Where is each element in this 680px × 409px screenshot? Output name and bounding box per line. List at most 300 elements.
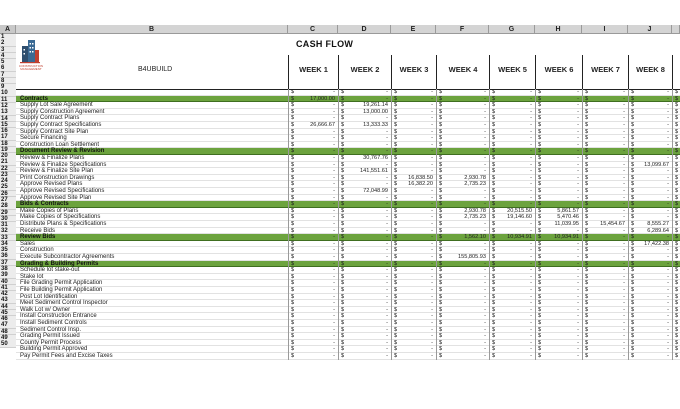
amount-cell[interactable]: [391, 340, 436, 347]
amount-cell[interactable]: [288, 148, 338, 155]
row-number[interactable]: 5: [0, 59, 16, 66]
amount-cell[interactable]: [672, 155, 680, 162]
amount-cell[interactable]: [582, 115, 628, 122]
row-number[interactable]: 45: [0, 310, 16, 317]
amount-cell[interactable]: [672, 122, 680, 129]
amount-cell[interactable]: [338, 122, 391, 129]
amount-cell[interactable]: [672, 129, 680, 136]
amount-cell[interactable]: [338, 313, 391, 320]
row-number[interactable]: 38: [0, 266, 16, 273]
amount-cell[interactable]: [391, 267, 436, 274]
amount-cell[interactable]: [489, 333, 535, 340]
amount-cell[interactable]: [338, 96, 391, 103]
amount-cell[interactable]: [489, 294, 535, 301]
row-number[interactable]: 18: [0, 141, 16, 148]
task-label[interactable]: File Grading Permit Application: [20, 280, 103, 287]
amount-cell[interactable]: [628, 346, 672, 353]
amount-cell[interactable]: [338, 115, 391, 122]
amount-cell[interactable]: [535, 188, 582, 195]
task-label[interactable]: Distribute Plans & Specifications: [20, 221, 107, 227]
amount-cell[interactable]: [436, 142, 489, 149]
amount-cell[interactable]: [489, 181, 535, 188]
amount-cell[interactable]: [489, 241, 535, 248]
row-number[interactable]: 33: [0, 235, 16, 242]
amount-cell[interactable]: [582, 162, 628, 169]
amount-cell[interactable]: [582, 155, 628, 162]
amount-cell[interactable]: [436, 254, 489, 261]
amount-cell[interactable]: [436, 181, 489, 188]
row-number[interactable]: 44: [0, 304, 16, 311]
amount-cell[interactable]: [535, 313, 582, 320]
amount-cell[interactable]: [391, 168, 436, 175]
amount-cell[interactable]: [582, 214, 628, 221]
amount-cell[interactable]: [672, 162, 680, 169]
amount-cell[interactable]: [628, 89, 672, 96]
amount-cell[interactable]: [582, 313, 628, 320]
row-number[interactable]: 50: [0, 341, 16, 348]
amount-cell[interactable]: [436, 208, 489, 215]
amount-cell[interactable]: [288, 175, 338, 182]
amount-cell[interactable]: [582, 261, 628, 268]
task-label[interactable]: Make Copies of Plans: [20, 207, 79, 214]
amount-cell[interactable]: [338, 148, 391, 155]
amount-cell[interactable]: [582, 135, 628, 142]
amount-cell[interactable]: [628, 175, 672, 182]
amount-cell[interactable]: [582, 195, 628, 202]
amount-cell[interactable]: [436, 287, 489, 294]
amount-cell[interactable]: [391, 307, 436, 314]
amount-cell[interactable]: [338, 247, 391, 254]
amount-cell[interactable]: [628, 109, 672, 116]
amount-cell[interactable]: [338, 320, 391, 327]
task-label[interactable]: Sediment Control Insp.: [20, 326, 82, 333]
amount-cell[interactable]: [489, 313, 535, 320]
amount-cell[interactable]: [436, 340, 489, 347]
amount-cell[interactable]: [338, 175, 391, 182]
amount-cell[interactable]: [489, 327, 535, 334]
amount-cell[interactable]: [582, 353, 628, 360]
amount-cell[interactable]: [672, 346, 680, 353]
amount-cell[interactable]: [582, 129, 628, 136]
amount-cell[interactable]: [436, 234, 489, 241]
section-label[interactable]: Grading & Building Permits: [20, 260, 99, 267]
amount-cell[interactable]: [535, 254, 582, 261]
amount-cell[interactable]: [288, 201, 338, 208]
amount-cell[interactable]: [628, 135, 672, 142]
row-number[interactable]: 10: [0, 90, 16, 97]
amount-cell[interactable]: [391, 115, 436, 122]
amount-cell[interactable]: [338, 89, 391, 96]
amount-cell[interactable]: [288, 320, 338, 327]
amount-cell[interactable]: [628, 195, 672, 202]
amount-cell[interactable]: [338, 280, 391, 287]
task-label[interactable]: Review & Finalize Site Plan: [20, 168, 94, 175]
amount-cell[interactable]: [582, 247, 628, 254]
amount-cell[interactable]: [489, 208, 535, 215]
row-number[interactable]: 43: [0, 297, 16, 304]
amount-cell[interactable]: [672, 241, 680, 248]
amount-cell[interactable]: [628, 148, 672, 155]
amount-cell[interactable]: [288, 214, 338, 221]
amount-cell[interactable]: [391, 280, 436, 287]
column-header-g[interactable]: G: [489, 25, 535, 34]
amount-cell[interactable]: [672, 135, 680, 142]
amount-cell[interactable]: [628, 247, 672, 254]
amount-cell[interactable]: [436, 267, 489, 274]
row-number[interactable]: 22: [0, 166, 16, 173]
amount-cell[interactable]: [391, 214, 436, 221]
amount-cell[interactable]: [288, 122, 338, 129]
amount-cell[interactable]: [338, 300, 391, 307]
amount-cell[interactable]: [391, 201, 436, 208]
task-label[interactable]: Supply Contract Site Plan: [20, 128, 89, 135]
amount-cell[interactable]: [338, 294, 391, 301]
row-number[interactable]: 13: [0, 109, 16, 116]
section-label[interactable]: Document Review & Revision: [20, 148, 105, 155]
amount-cell[interactable]: [672, 280, 680, 287]
task-label[interactable]: Print Construction Drawings: [20, 174, 95, 181]
amount-cell[interactable]: [672, 353, 680, 360]
task-label[interactable]: Schedule lot stake-out: [20, 267, 80, 274]
amount-cell[interactable]: [391, 181, 436, 188]
amount-cell[interactable]: [436, 228, 489, 235]
amount-cell[interactable]: [672, 287, 680, 294]
row-number[interactable]: 26: [0, 191, 16, 198]
amount-cell[interactable]: [672, 327, 680, 334]
amount-cell[interactable]: [489, 261, 535, 268]
amount-cell[interactable]: [338, 109, 391, 116]
amount-cell[interactable]: [628, 201, 672, 208]
task-label[interactable]: Walk Lot w/ Owner: [20, 306, 71, 313]
amount-cell[interactable]: [338, 228, 391, 235]
amount-cell[interactable]: [288, 208, 338, 215]
task-label[interactable]: Post Lot Identification: [20, 293, 78, 300]
amount-cell[interactable]: [628, 122, 672, 129]
amount-cell[interactable]: [288, 261, 338, 268]
amount-cell[interactable]: [436, 195, 489, 202]
amount-cell[interactable]: [391, 254, 436, 261]
column-header-c[interactable]: C: [288, 25, 338, 34]
amount-cell[interactable]: [535, 353, 582, 360]
amount-cell[interactable]: [489, 102, 535, 109]
amount-cell[interactable]: [288, 267, 338, 274]
amount-cell[interactable]: [535, 320, 582, 327]
amount-cell[interactable]: [672, 221, 680, 228]
amount-cell[interactable]: [436, 188, 489, 195]
amount-cell[interactable]: [582, 234, 628, 241]
amount-cell[interactable]: [628, 267, 672, 274]
row-number[interactable]: 8: [0, 78, 16, 85]
amount-cell[interactable]: [628, 307, 672, 314]
amount-cell[interactable]: [535, 267, 582, 274]
amount-cell[interactable]: [489, 221, 535, 228]
row-number[interactable]: 27: [0, 197, 16, 204]
amount-cell[interactable]: [628, 333, 672, 340]
amount-cell[interactable]: [338, 188, 391, 195]
amount-cell[interactable]: [672, 320, 680, 327]
amount-cell[interactable]: [535, 300, 582, 307]
amount-cell[interactable]: [672, 254, 680, 261]
amount-cell[interactable]: [672, 228, 680, 235]
amount-cell[interactable]: [535, 129, 582, 136]
amount-cell[interactable]: [288, 234, 338, 241]
amount-cell[interactable]: [628, 188, 672, 195]
row-number[interactable]: 4: [0, 53, 16, 60]
row-number[interactable]: 9: [0, 84, 16, 91]
amount-cell[interactable]: [436, 155, 489, 162]
amount-cell[interactable]: [436, 307, 489, 314]
amount-cell[interactable]: [628, 129, 672, 136]
row-number[interactable]: 11: [0, 97, 16, 104]
amount-cell[interactable]: [436, 201, 489, 208]
amount-cell[interactable]: [391, 89, 436, 96]
amount-cell[interactable]: [489, 320, 535, 327]
amount-cell[interactable]: [489, 122, 535, 129]
amount-cell[interactable]: [391, 129, 436, 136]
amount-cell[interactable]: [391, 287, 436, 294]
amount-cell[interactable]: [391, 148, 436, 155]
amount-cell[interactable]: [436, 162, 489, 169]
amount-cell[interactable]: [628, 261, 672, 268]
row-number[interactable]: 7: [0, 72, 16, 79]
amount-cell[interactable]: [338, 102, 391, 109]
amount-cell[interactable]: [628, 254, 672, 261]
amount-cell[interactable]: [436, 247, 489, 254]
amount-cell[interactable]: [582, 221, 628, 228]
amount-cell[interactable]: [436, 320, 489, 327]
amount-cell[interactable]: [391, 346, 436, 353]
amount-cell[interactable]: [535, 155, 582, 162]
amount-cell[interactable]: [672, 188, 680, 195]
amount-cell[interactable]: [628, 208, 672, 215]
row-number[interactable]: 37: [0, 260, 16, 267]
section-label[interactable]: Bids & Contracts: [20, 201, 69, 208]
row-number[interactable]: 17: [0, 134, 16, 141]
amount-cell[interactable]: [672, 96, 680, 103]
amount-cell[interactable]: [672, 201, 680, 208]
amount-cell[interactable]: [338, 346, 391, 353]
amount-cell[interactable]: [288, 142, 338, 149]
amount-cell[interactable]: [489, 175, 535, 182]
amount-cell[interactable]: [288, 89, 338, 96]
column-header-i[interactable]: I: [582, 25, 628, 34]
amount-cell[interactable]: [391, 300, 436, 307]
amount-cell[interactable]: [535, 96, 582, 103]
task-label[interactable]: Review & Finalize Specifications: [20, 161, 107, 168]
amount-cell[interactable]: [489, 155, 535, 162]
amount-cell[interactable]: [582, 89, 628, 96]
amount-cell[interactable]: [391, 261, 436, 268]
amount-cell[interactable]: [489, 109, 535, 116]
amount-cell[interactable]: [489, 188, 535, 195]
amount-cell[interactable]: [489, 162, 535, 169]
amount-cell[interactable]: [672, 181, 680, 188]
amount-cell[interactable]: [582, 109, 628, 116]
amount-cell[interactable]: [436, 300, 489, 307]
amount-cell[interactable]: [628, 313, 672, 320]
row-number[interactable]: 30: [0, 216, 16, 223]
amount-cell[interactable]: [288, 188, 338, 195]
amount-cell[interactable]: [672, 115, 680, 122]
task-label[interactable]: Construction Loan Settlement: [20, 141, 100, 148]
amount-cell[interactable]: [489, 148, 535, 155]
row-number[interactable]: 2: [0, 40, 16, 47]
row-number[interactable]: 49: [0, 335, 16, 342]
amount-cell[interactable]: [338, 195, 391, 202]
row-number[interactable]: 35: [0, 247, 16, 254]
amount-cell[interactable]: [338, 287, 391, 294]
amount-cell[interactable]: [535, 327, 582, 334]
column-header-e[interactable]: E: [391, 25, 436, 34]
amount-cell[interactable]: [338, 267, 391, 274]
amount-cell[interactable]: [489, 307, 535, 314]
amount-cell[interactable]: [436, 353, 489, 360]
amount-cell[interactable]: [338, 214, 391, 221]
column-header-k[interactable]: [672, 25, 680, 34]
amount-cell[interactable]: [489, 346, 535, 353]
amount-cell[interactable]: [535, 247, 582, 254]
amount-cell[interactable]: [391, 221, 436, 228]
task-label[interactable]: Approve Revised Plans: [20, 181, 83, 188]
row-number[interactable]: 14: [0, 116, 16, 123]
select-all-corner[interactable]: A: [0, 25, 16, 34]
amount-cell[interactable]: [391, 96, 436, 103]
amount-cell[interactable]: [391, 274, 436, 281]
amount-cell[interactable]: [535, 208, 582, 215]
section-label[interactable]: Review Bids: [20, 234, 56, 241]
amount-cell[interactable]: [582, 267, 628, 274]
amount-cell[interactable]: [489, 89, 535, 96]
amount-cell[interactable]: [628, 221, 672, 228]
amount-cell[interactable]: [489, 274, 535, 281]
amount-cell[interactable]: [436, 333, 489, 340]
amount-cell[interactable]: [288, 155, 338, 162]
amount-cell[interactable]: [628, 102, 672, 109]
task-label[interactable]: Install Construction Entrance: [20, 313, 97, 320]
amount-cell[interactable]: [672, 208, 680, 215]
task-label[interactable]: Approve Revised Specifications: [20, 188, 105, 194]
amount-cell[interactable]: [672, 102, 680, 109]
amount-cell[interactable]: [582, 188, 628, 195]
amount-cell[interactable]: [391, 333, 436, 340]
amount-cell[interactable]: [535, 333, 582, 340]
row-number[interactable]: 15: [0, 122, 16, 129]
task-label[interactable]: Construction: [20, 247, 54, 254]
amount-cell[interactable]: [391, 228, 436, 235]
amount-cell[interactable]: [391, 102, 436, 109]
amount-cell[interactable]: [288, 340, 338, 347]
amount-cell[interactable]: [436, 148, 489, 155]
amount-cell[interactable]: [489, 214, 535, 221]
task-label[interactable]: Pay Permit Fees and Excise Taxes: [20, 353, 113, 359]
amount-cell[interactable]: [672, 175, 680, 182]
amount-cell[interactable]: [489, 247, 535, 254]
amount-cell[interactable]: [338, 261, 391, 268]
amount-cell[interactable]: [628, 214, 672, 221]
task-label[interactable]: Stake lot: [20, 273, 44, 280]
amount-cell[interactable]: [672, 247, 680, 254]
amount-cell[interactable]: [628, 155, 672, 162]
column-header-h[interactable]: H: [535, 25, 582, 34]
row-number[interactable]: 39: [0, 272, 16, 279]
amount-cell[interactable]: [436, 261, 489, 268]
amount-cell[interactable]: [672, 214, 680, 221]
amount-cell[interactable]: [672, 294, 680, 301]
amount-cell[interactable]: [338, 129, 391, 136]
amount-cell[interactable]: [628, 353, 672, 360]
amount-cell[interactable]: [535, 122, 582, 129]
task-label[interactable]: Install Sediment Controls: [20, 320, 87, 326]
amount-cell[interactable]: [489, 168, 535, 175]
amount-cell[interactable]: [288, 353, 338, 360]
amount-cell[interactable]: [489, 254, 535, 261]
amount-cell[interactable]: [489, 195, 535, 202]
amount-cell[interactable]: [489, 135, 535, 142]
amount-cell[interactable]: [391, 294, 436, 301]
row-number[interactable]: 23: [0, 172, 16, 179]
amount-cell[interactable]: [628, 228, 672, 235]
amount-cell[interactable]: [436, 168, 489, 175]
amount-cell[interactable]: [288, 327, 338, 334]
amount-cell[interactable]: [535, 274, 582, 281]
amount-cell[interactable]: [338, 155, 391, 162]
amount-cell[interactable]: [582, 320, 628, 327]
amount-cell[interactable]: [288, 294, 338, 301]
amount-cell[interactable]: [436, 89, 489, 96]
row-number[interactable]: 1: [0, 34, 16, 41]
amount-cell[interactable]: [628, 162, 672, 169]
amount-cell[interactable]: [436, 327, 489, 334]
amount-cell[interactable]: [436, 135, 489, 142]
row-number[interactable]: 32: [0, 228, 16, 235]
amount-cell[interactable]: [436, 109, 489, 116]
amount-cell[interactable]: [628, 115, 672, 122]
amount-cell[interactable]: [391, 353, 436, 360]
amount-cell[interactable]: [535, 162, 582, 169]
amount-cell[interactable]: [672, 313, 680, 320]
row-number[interactable]: 31: [0, 222, 16, 229]
amount-cell[interactable]: [535, 346, 582, 353]
amount-cell[interactable]: [628, 340, 672, 347]
amount-cell[interactable]: [535, 340, 582, 347]
amount-cell[interactable]: [672, 333, 680, 340]
amount-cell[interactable]: [535, 228, 582, 235]
amount-cell[interactable]: [436, 129, 489, 136]
task-label[interactable]: Supply Contract Specifications: [20, 122, 102, 128]
amount-cell[interactable]: [535, 287, 582, 294]
amount-cell[interactable]: [628, 320, 672, 327]
row-number[interactable]: 46: [0, 316, 16, 323]
amount-cell[interactable]: [338, 135, 391, 142]
amount-cell[interactable]: [288, 307, 338, 314]
amount-cell[interactable]: [582, 340, 628, 347]
amount-cell[interactable]: [288, 129, 338, 136]
amount-cell[interactable]: [436, 175, 489, 182]
amount-cell[interactable]: [391, 208, 436, 215]
amount-cell[interactable]: [489, 115, 535, 122]
amount-cell[interactable]: [582, 241, 628, 248]
amount-cell[interactable]: [338, 274, 391, 281]
column-header-j[interactable]: J: [628, 25, 672, 34]
task-label[interactable]: Make Copies of Specifications: [20, 214, 101, 221]
amount-cell[interactable]: [628, 287, 672, 294]
row-number[interactable]: 41: [0, 285, 16, 292]
amount-cell[interactable]: [288, 254, 338, 261]
amount-cell[interactable]: [391, 162, 436, 169]
amount-cell[interactable]: [489, 96, 535, 103]
amount-cell[interactable]: [288, 109, 338, 116]
amount-cell[interactable]: [628, 274, 672, 281]
